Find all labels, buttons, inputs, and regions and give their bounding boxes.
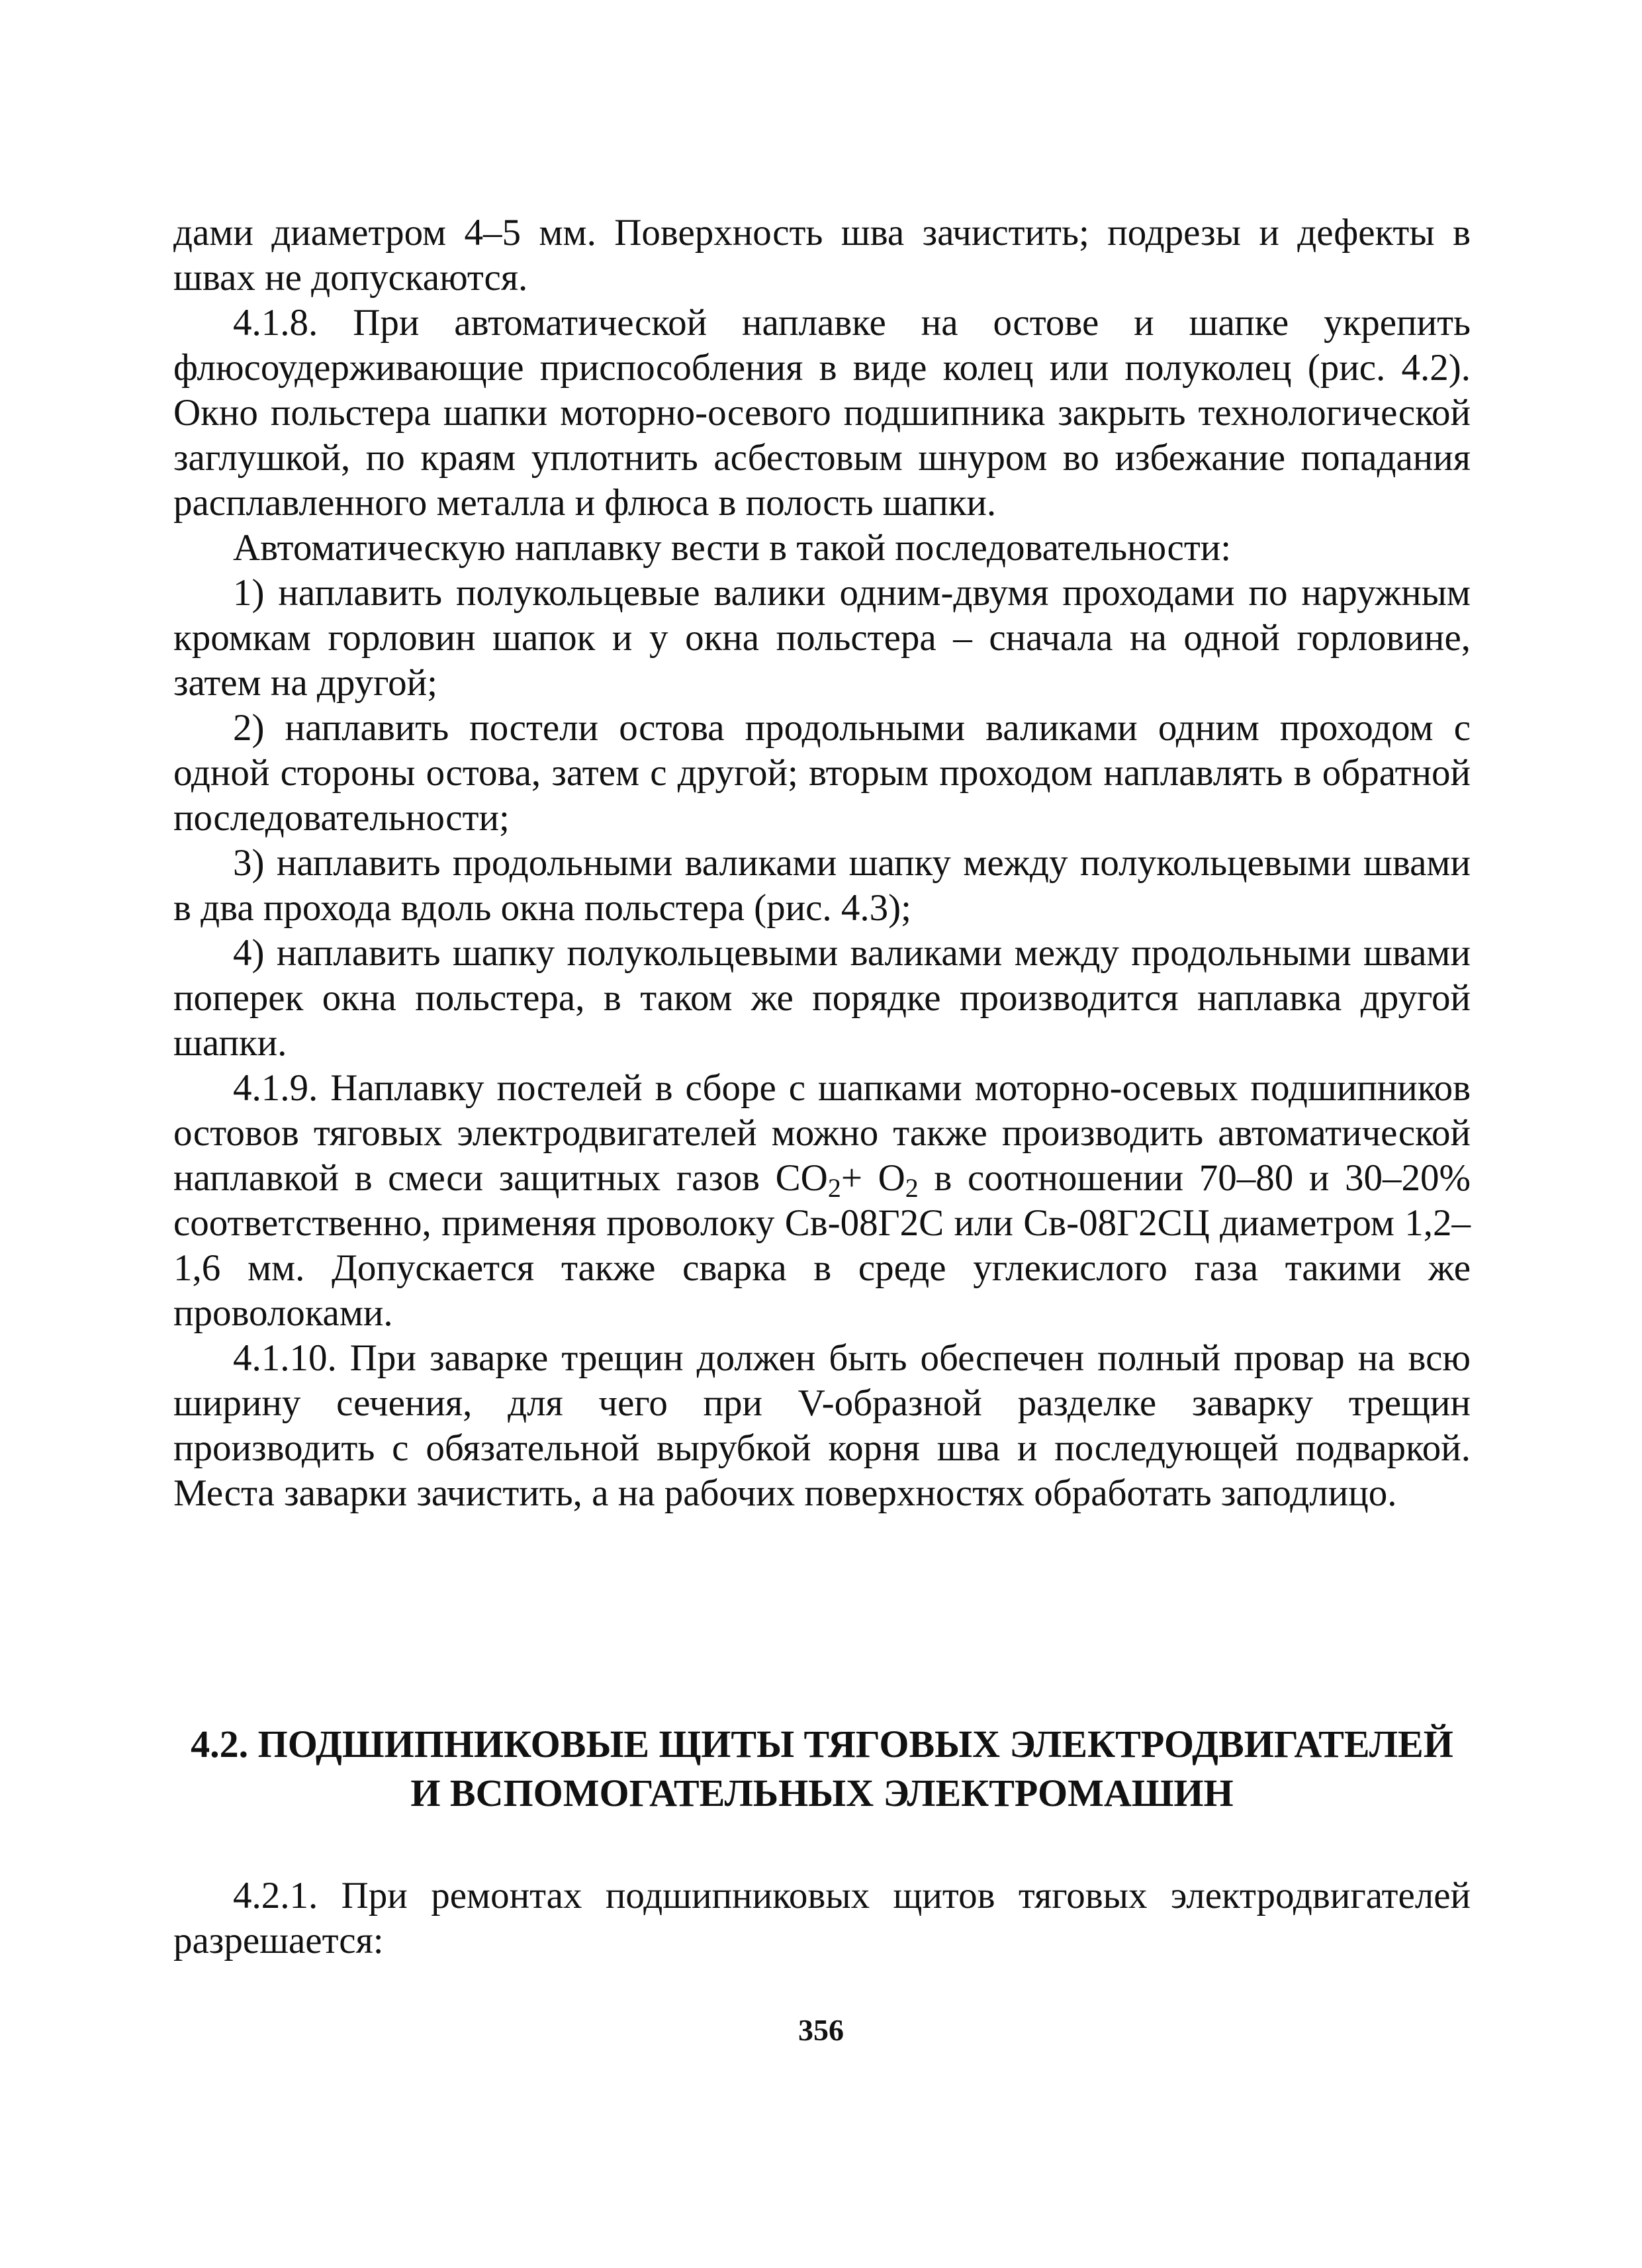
paragraph-4-1-9 <box>173 1066 1471 1336</box>
subscript-co2: 2 <box>827 1173 841 1203</box>
list-item-1: 1) наплавить полукольцевые валики одним-двумя проходами по наружным кромкам горловин шапок и у окна польстера – сначала на одной горловине, затем на другой; <box>173 572 1471 704</box>
list-item-2: 2) наплавить постели остова продольными валиками одним проходом с одной стороны остова, затем с другой; вторым проходом наплавлять в обратной последовательности; <box>173 707 1471 839</box>
list-item-4: 4) наплавить шапку полукольцевыми валиками между продольными швами поперек окна польстера, в таком же порядке производится наплавка другой шапки. <box>173 932 1471 1064</box>
paragraph-4-1-9-part1: 4.1.9. Наплавку постелей в сборе с шапками моторно-осевых подшипников остовов тяговых электродвигателей можно также производить автоматической наплавкой в смеси защитных газов СО <box>173 1067 1471 1199</box>
section-heading-line-2: И ВСПОМОГАТЕЛЬНЫХ ЭЛЕКТРОМАШИН <box>410 1772 1234 1815</box>
body-text <box>173 211 1471 1516</box>
paragraph-4-1-8: 4.1.8. При автоматической наплавке на остове и шапке укрепить флюсоудерживающие приспособления в виде колец или полуколец (рис. 4.2). Окно польстера шапки моторно-осевого подшипника закрыть технологической заглушкой, по краям уплотнить асбестовым шнуром во избежание попадания расплавленного металла и флюса в полость шапки. <box>173 302 1471 524</box>
paragraph-continuation: дами диаметром 4–5 мм. Поверхность шва зачистить; подрезы и дефекты в швах не допускаются. <box>173 212 1471 299</box>
section-heading <box>173 1720 1471 1818</box>
paragraph-4-1-9-part2: + О <box>841 1157 905 1199</box>
section-heading-line-1: 4.2. ПОДШИПНИКОВЫЕ ЩИТЫ ТЯГОВЫХ ЭЛЕКТРОДВИГАТЕЛЕЙ <box>191 1723 1453 1766</box>
paragraph-4-1-9-part3: в соотношении 70–80 и 30–20% соответственно, применяя проволоку Св-08Г2С или Св-08Г2СЦ диаметром 1,2–1,6 мм. Допускается также сварка в среде углекислого газа такими же проволоками. <box>173 1157 1471 1334</box>
paragraph-4-1-10: 4.1.10. При заварке трещин должен быть обеспечен полный провар на всю ширину сечения, для чего при V-образной разделке заварку трещин производить с обязательной вырубкой корня шва и последующей подваркой. Места заварки зачистить, а на рабочих поверхностях обработать заподлицо. <box>173 1337 1471 1514</box>
page-number: 356 <box>798 2013 844 2047</box>
paragraph-sequence-intro: Автоматическую наплавку вести в такой последовательности: <box>233 527 1232 569</box>
body-text-after-heading <box>173 1873 1471 1963</box>
list-item-3: 3) наплавить продольными валиками шапку между полукольцевыми швами в два прохода вдоль окна польстера (рис. 4.3); <box>173 842 1471 929</box>
subscript-o2: 2 <box>905 1173 919 1203</box>
paragraph-4-2-1: 4.2.1. При ремонтах подшипниковых щитов тяговых электродвигателей разрешается: <box>173 1875 1471 1961</box>
